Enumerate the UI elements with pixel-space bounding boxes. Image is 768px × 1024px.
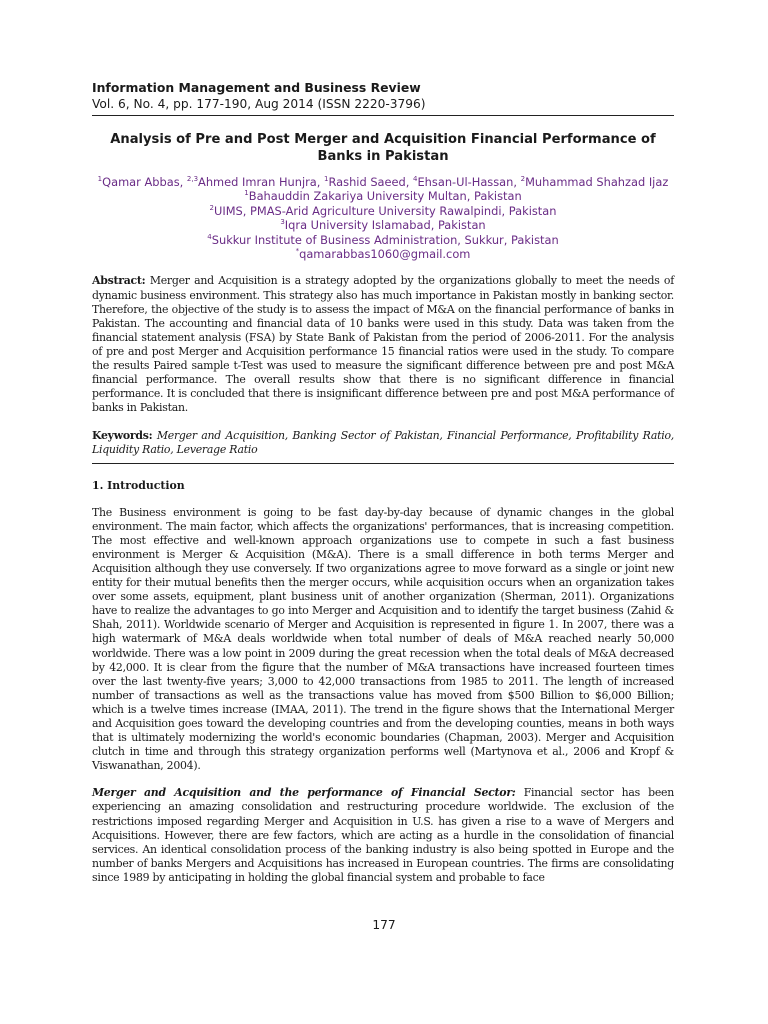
abstract-text: Merger and Acquisition is a strategy adopted by the organizations globally to meet the needs of dynamic business environment. This strategy also has much importance in Pakistan mostly in banking sector. Therefore, the objective of the study is to assess the impact of M&A on the financial performance of banks in Pakistan. The accounting and financial data of 10 banks were used in this study. Data was taken from the financial statement analysis (FSA) by State Bank of Pakistan from the period of 2006-2011. For the analysis of pre and post Merger and Acquisition performance 15 financial ratios were used in the study. To compare the results Paired sample t-Test was used to measure the significant difference between pre and post M&A financial performance. The overall results show that there is no significant difference in financial performance. It is concluded that there is insignificant difference between pre and post M&A performance of banks in Pakistan.	[92, 274, 674, 415]
financial-sector-paragraph	[92, 786, 674, 885]
page-number: 177	[372, 918, 396, 932]
journal-volume: Vol. 6, No. 4, pp. 177-190, Aug 2014 (ISSN 2220-3796)	[92, 97, 426, 111]
paragraph-lead: Merger and Acquisition and the performance of Financial Sector:	[92, 786, 516, 800]
paper-title: Analysis of Pre and Post Merger and Acquisition Financial Performance of Banks in Pakistan	[110, 132, 656, 164]
paragraph-text: Financial sector has been experiencing an amazing consolidation and restructuring procedure worldwide. The exclusion of the restrictions imposed regarding Merger and Acquisition in U.S. has given a rise to a wave of Mergers and Acquisitions. However, there are few factors, which are acting as a hurdle in the consolidation of financial services. An identical consolidation process of the banking industry is also being spotted in Europe and the number of banks Mergers and Acquisitions has increased in European countries. The firms are consolidating since 1989 by anticipating in holding the global financial system and probable to face	[92, 786, 674, 884]
keywords-rule	[92, 463, 674, 464]
affiliation: $^4$Sukkur Institute of Business Administration, Sukkur, Pakistan	[207, 232, 559, 247]
contact-email[interactable]: *qamarabbas1060@gmail.com	[295, 247, 471, 262]
keywords-text: Merger and Acquisition, Banking Sector of Pakistan, Financial Performance, Profitability Ratio, Liquidity Ratio, Leverage Ratio	[92, 429, 674, 457]
affiliation: $^3$Iqra University Islamabad, Pakistan	[280, 218, 486, 233]
author-name: Muhammad Shahzad Ijaz	[525, 175, 669, 189]
author-name: Rashid Saeed,	[328, 175, 414, 189]
paper-page	[92, 80, 674, 885]
section-heading: 1. Introduction	[92, 478, 185, 492]
keywords	[92, 429, 674, 457]
abstract-label: Abstract:	[92, 274, 146, 288]
header-rule	[92, 115, 674, 116]
keywords-label: Keywords:	[92, 429, 153, 443]
affiliation: $^1$Bahauddin Zakariya University Multan, Pakistan	[244, 189, 522, 204]
author-name: Qamar Abbas,	[102, 175, 187, 189]
author-block	[92, 175, 674, 261]
intro-paragraph: The Business environment is going to be fast day-by-day because of dynamic changes in the global environment. The main factor, which affects the organizations' performances, that is increasing competition. The most effective and well-known approach organizations use to compete in such a fast business environment is Merger & Acquisition (M&A). There is a small difference in both terms Merger and Acquisition although they use conversely. If two organizations agree to move forward as a single or joint new entity for their mutual benefits then the merger occurs, while acquisition occurs when an organization takes over some assets, equipment, plant business unit of another organization (Sherman, 2011). Organizations have to realize the advantages to go into Merger and Acquisition and to identify the target business (Zahid & Shah, 2011). Worldwide scenario of Merger and Acquisition is represented in figure 1. In 2007, there was a high watermark of M&A deals worldwide when total number of deals of M&A reached nearly 50,000 worldwide. There was a low point in 2009 during the great recession when the total deals of M&A decreased by 42,000. It is clear from the figure that the number of M&A transactions have increased fourteen times over the last twenty-five years; 3,000 to 42,000 transactions from 1985 to 2011. The length of increased number of transactions as well as the transactions value has moved from $500 Billion to $6,000 Billion; which is a twelve times increase (IMAA, 2011). The trend in the figure shows that the International Merger and Acquisition goes toward the developing countries and from the developing counties, means in both ways that is ultimately modernizing the world's economic boundaries (Chapman, 2003). Merger and Acquisition clutch in time and through this strategy organization performs well (Martynova et al., 2006 and Kropf & Viswanathan, 2004).	[92, 505, 674, 773]
abstract	[92, 274, 674, 415]
author-name: Ahmed Imran Hunjra,	[198, 175, 325, 189]
author-name: Ehsan-Ul-Hassan,	[417, 175, 521, 189]
journal-name: Information Management and Business Review	[92, 80, 421, 95]
affiliation: $^2$UIMS, PMAS-Arid Agriculture University Rawalpindi, Pakistan	[209, 203, 557, 218]
author-list: $^1$Qamar Abbas, $^{2,3}$Ahmed Imran Hunjra, $^1$Rashid Saeed, $^4$Ehsan-Ul-Hassan, $^2$Muhammad Shahzad Ijaz	[97, 175, 669, 189]
